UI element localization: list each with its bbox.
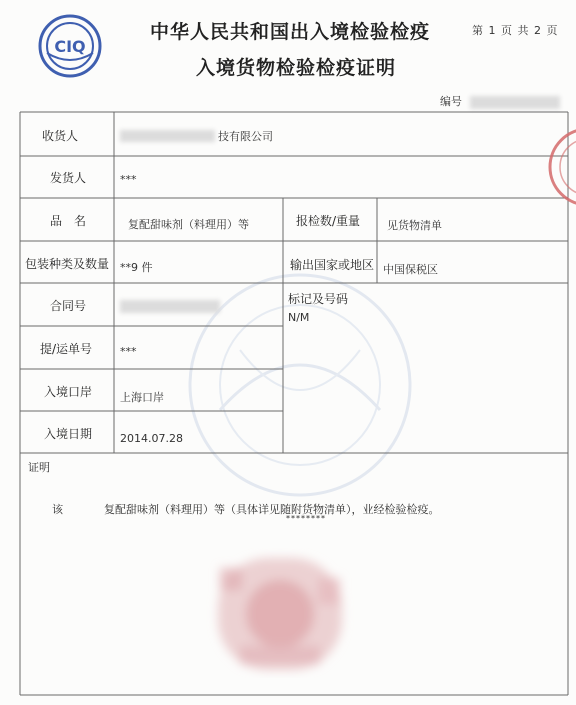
declared-quantity-value: 见货物清单 [387, 219, 442, 232]
serial-label: 编号 [440, 95, 462, 108]
page-indicator: 第 1 页 共 2 页 [472, 24, 558, 37]
origin-country-label: 输出国家或地区 [290, 258, 375, 272]
entry-port-label: 入境口岸 [44, 385, 93, 399]
goods-label: 品 名 [50, 214, 87, 228]
consignee-redacted [120, 130, 215, 142]
marks-value: N/M [288, 311, 310, 324]
bill-of-lading-label: 提/运单号 [40, 342, 93, 356]
svg-text:CIQ: CIQ [54, 37, 86, 56]
certification-lead: 该 [52, 503, 63, 516]
consignor-label: 发货人 [50, 171, 87, 185]
consignor-value: *** [120, 173, 137, 186]
goods-value: 复配甜味剂（料理用）等 [128, 218, 249, 231]
package-value: **9 件 [120, 261, 153, 274]
document-title: 中华人民共和国出入境检验检疫 [150, 21, 431, 43]
contract-label: 合同号 [50, 299, 87, 313]
document-subtitle: 入境货物检验检疫证明 [196, 57, 397, 79]
consignee-value: 技有限公司 [218, 130, 273, 143]
entry-date-label: 入境日期 [44, 427, 93, 441]
entry-port-value: 上海口岸 [120, 391, 164, 404]
certification-end-marker: ******** [286, 514, 326, 523]
seal-stamp-redacted-icon [200, 548, 360, 678]
contract-redacted [120, 300, 220, 313]
certification-label: 证明 [28, 461, 50, 474]
entry-date-value: 2014.07.28 [120, 432, 183, 445]
consignee-label: 收货人 [42, 129, 79, 143]
marks-label: 标记及号码 [288, 292, 349, 306]
official-seal-stamp-icon [548, 112, 576, 222]
origin-country-value: 中国保税区 [383, 263, 438, 276]
certification-statement: 复配甜味剂（料理用）等（具体详见随附货物清单），业经检验检疫。 [104, 503, 440, 516]
bill-of-lading-value: *** [120, 345, 137, 358]
package-label: 包装种类及数量 [25, 257, 110, 271]
declared-quantity-label: 报检数/重量 [296, 214, 361, 228]
